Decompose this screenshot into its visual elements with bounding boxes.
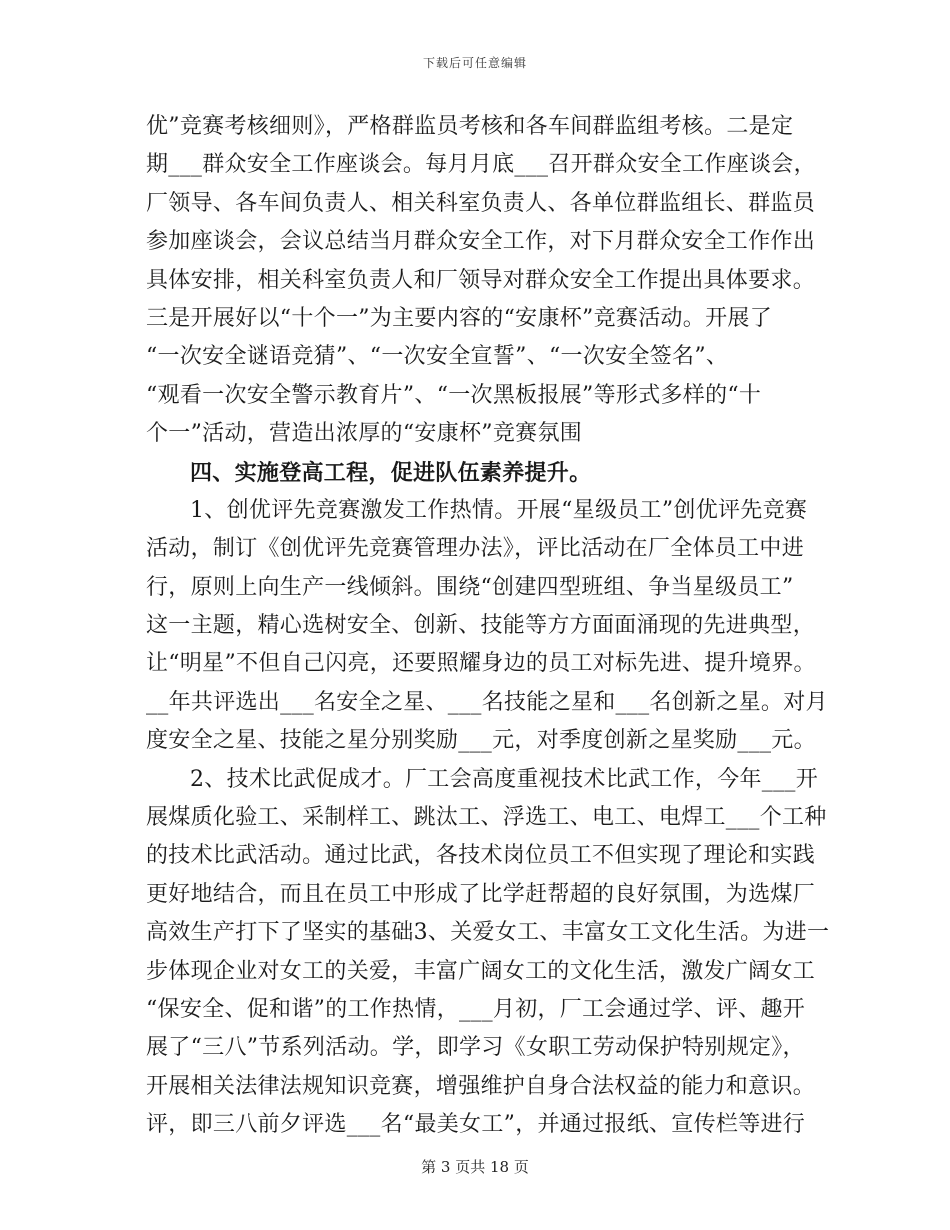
text-line: 评，即三八前夕评选___名“最美女工”，并通过报纸、宣传栏等进行 bbox=[146, 1112, 806, 1138]
paragraph-start: 2、技术比武促成才。厂工会高度重视技术比武工作，今年___开 bbox=[190, 766, 818, 792]
text-line: 三是开展好以“十个一”为主要内容的“安康杯”竞赛活动。开展了 bbox=[146, 305, 772, 331]
text-line: 参加座谈会，会议总结当月群众安全工作，对下月群众安全工作作出 bbox=[146, 229, 816, 255]
text-line: 高效生产打下了坚实的基础3、关爱女工、丰富女工文化生活。为进一 bbox=[146, 920, 830, 946]
text-line: 优”竞赛考核细则》，严格群监员考核和各车间群监组考核。二是定 bbox=[146, 114, 794, 139]
text-line: “保安全、促和谐”的工作热情，___月初，厂工会通过学、评、趣开 bbox=[146, 996, 806, 1022]
text-line: __年共评选出___名安全之星、___名技能之星和___名创新之星。对月 bbox=[146, 689, 828, 715]
text-line: 行，原则上向生产一线倾斜。围绕“创建四型班组、争当星级员工” bbox=[146, 574, 794, 600]
text-line: 这一主题，精心选树安全、创新、技能等方方面面涌现的先进典型， bbox=[146, 613, 816, 639]
text-line: 让“明星”不但自己闪亮，还要照耀身边的员工对标先进、提升境界。 bbox=[146, 651, 816, 677]
text-line: 厂领导、各车间负责人、相关科室负责人、各单位群监组长、群监员 bbox=[146, 190, 816, 216]
document-body bbox=[146, 108, 830, 1145]
text-line: 更好地结合，而且在员工中形成了比学赶帮超的良好氛围，为选煤厂 bbox=[146, 881, 816, 907]
text-line: 展煤质化验工、采制样工、跳汰工、浮选工、电工、电焊工___个工种 bbox=[146, 805, 827, 831]
text-line: 期___群众安全工作座谈会。每月月底___召开群众安全工作座谈会， bbox=[146, 152, 816, 178]
text-line: 度安全之星、技能之星分别奖励___元，对季度创新之星奖励___元。 bbox=[146, 728, 816, 754]
text-line: “观看一次安全警示教育片”、“一次黑板报展”等形式多样的“十 bbox=[146, 382, 762, 408]
page-number-footer: 第 3 页共 18 页 bbox=[421, 1158, 529, 1176]
text-line: 活动，制订《创优评先竞赛管理办法》，评比活动在厂全体员工中进 bbox=[146, 536, 805, 562]
page-header: 下载后可任意编辑 bbox=[422, 56, 527, 70]
text-line: 展了“三八”节系列活动。学，即学习《女职工劳动保护特别规定》， bbox=[146, 1035, 805, 1061]
text-line: 个一”活动，营造出浓厚的“安康杯”竞赛氛围 bbox=[146, 421, 583, 447]
text-line: 的技术比武活动。通过比武，各技术岗位员工不但实现了理论和实践 bbox=[146, 843, 816, 869]
text-line: 开展相关法律法规知识竞赛，增强维护自身合法权益的能力和意识。 bbox=[146, 1073, 816, 1099]
text-line: “一次安全谜语竞猜”、“一次安全宣誓”、“一次安全签名”、 bbox=[146, 344, 729, 370]
paragraph-start: 1、创优评先竞赛激发工作热情。开展“星级员工”创优评先竞赛 bbox=[190, 497, 808, 523]
text-line: 具体安排，相关科室负责人和厂领导对群众安全工作提出具体要求。 bbox=[146, 267, 816, 293]
text-line: 步体现企业对女工的关爱，丰富广阔女工的文化生活，激发广阔女工 bbox=[146, 958, 816, 984]
section-heading: 四、实施登高工程，促进队伍素养提升。 bbox=[190, 459, 592, 486]
